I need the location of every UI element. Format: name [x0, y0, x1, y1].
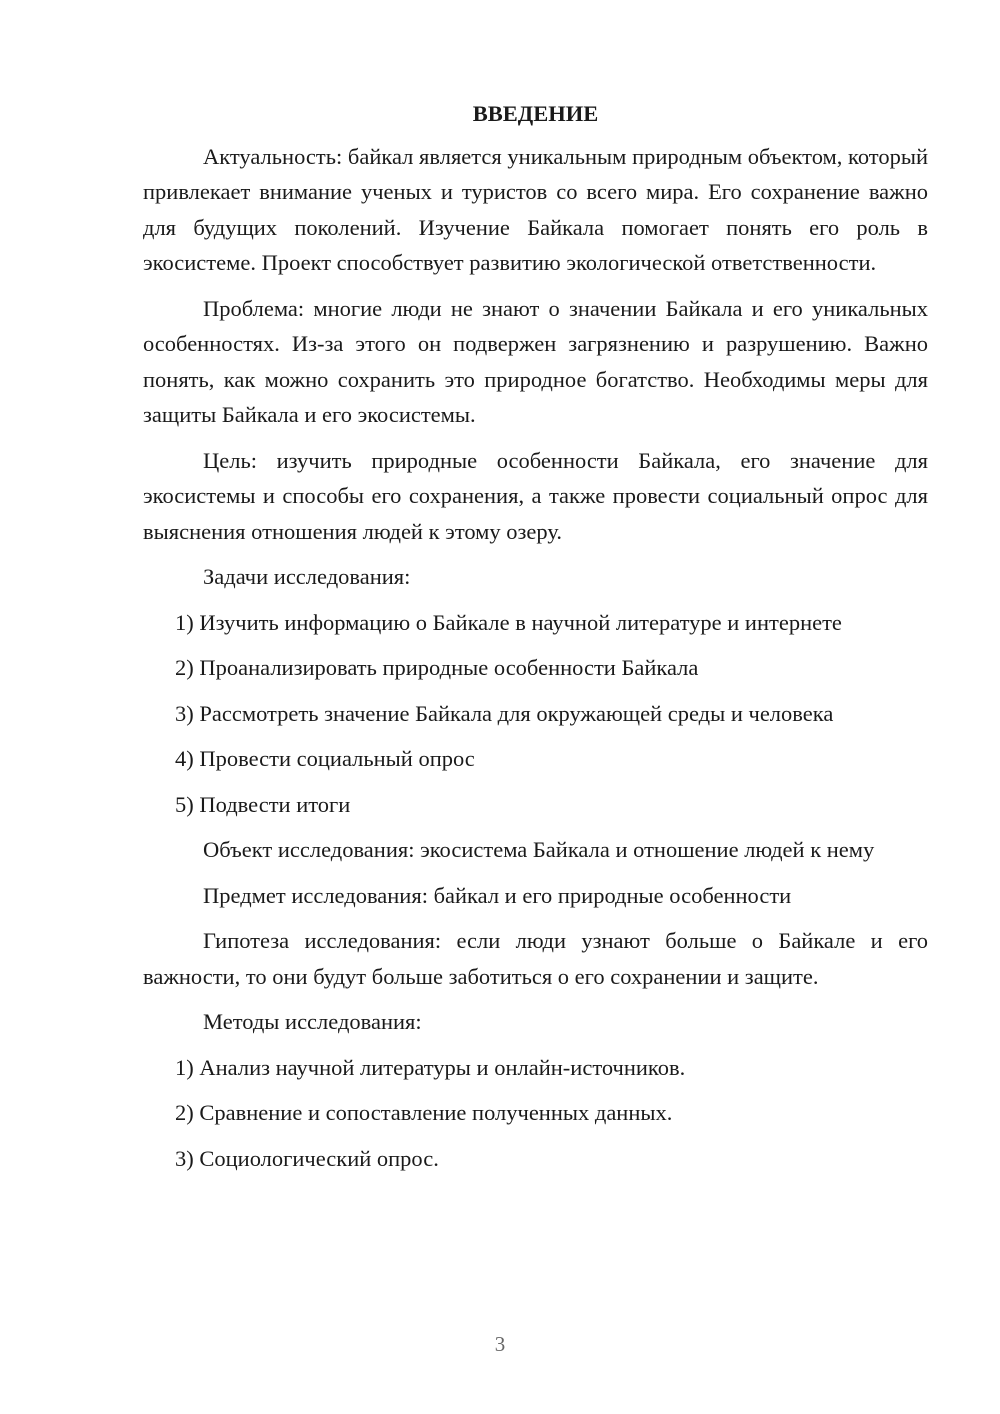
tasks-heading: Задачи исследования:: [203, 564, 411, 589]
problem-paragraph: Проблема: многие люди не знают о значении Байкала и его уникальных особенностях. Из-за этого он подвержен загрязнению и разрушению. Важно понять, как можно сохранить это природное богатство. Необходимы меры для защиты Байкала и его экосистемы.: [143, 295, 928, 427]
list-item: 2) Проанализировать природные особенности Байкала: [175, 655, 699, 680]
goal-paragraph: Цель: изучить природные особенности Байкала, его значение для экосистемы и способы его сохранения, а также провести социальный опрос для выяснения отношения людей к этому озеру.: [143, 447, 928, 544]
list-item: 2) Сравнение и сопоставление полученных данных.: [175, 1100, 673, 1125]
methods-list: [143, 1050, 928, 1177]
page-title: ВВЕДЕНИЕ: [472, 101, 599, 126]
list-item: 3) Рассмотреть значение Байкала для окружающей среды и человека: [175, 700, 834, 726]
list-item: 1) Изучить информацию о Байкале в научной литературе и интернете: [175, 609, 842, 635]
list-item: 4) Провести социальный опрос: [175, 746, 475, 771]
object-paragraph: Объект исследования: экосистема Байкала и отношение людей к нему: [203, 837, 875, 862]
relevance-paragraph: Актуальность: байкал является уникальным природным объектом, который привлекает внимание ученых и туристов со всего мира. Его сохранение важно для будущих поколений. Изучение Байкала помогает понять его роль в экосистеме. Проект способствует развитию экологической ответственности.: [143, 143, 928, 275]
list-item: 3) Социологический опрос.: [175, 1145, 439, 1171]
tasks-list: [143, 605, 928, 823]
document-page: [143, 96, 928, 1186]
list-item: 5) Подвести итоги: [175, 791, 351, 817]
list-item: 1) Анализ научной литературы и онлайн-источников.: [175, 1054, 686, 1080]
methods-heading: Методы исследования:: [203, 1009, 422, 1034]
hypothesis-paragraph: Гипотеза исследования: если люди узнают больше о Байкале и его важности, то они будут больше заботиться о его сохранении и защите.: [143, 928, 928, 989]
subject-paragraph: Предмет исследования: байкал и его природные особенности: [203, 882, 792, 908]
page-number: 3: [494, 1332, 506, 1356]
